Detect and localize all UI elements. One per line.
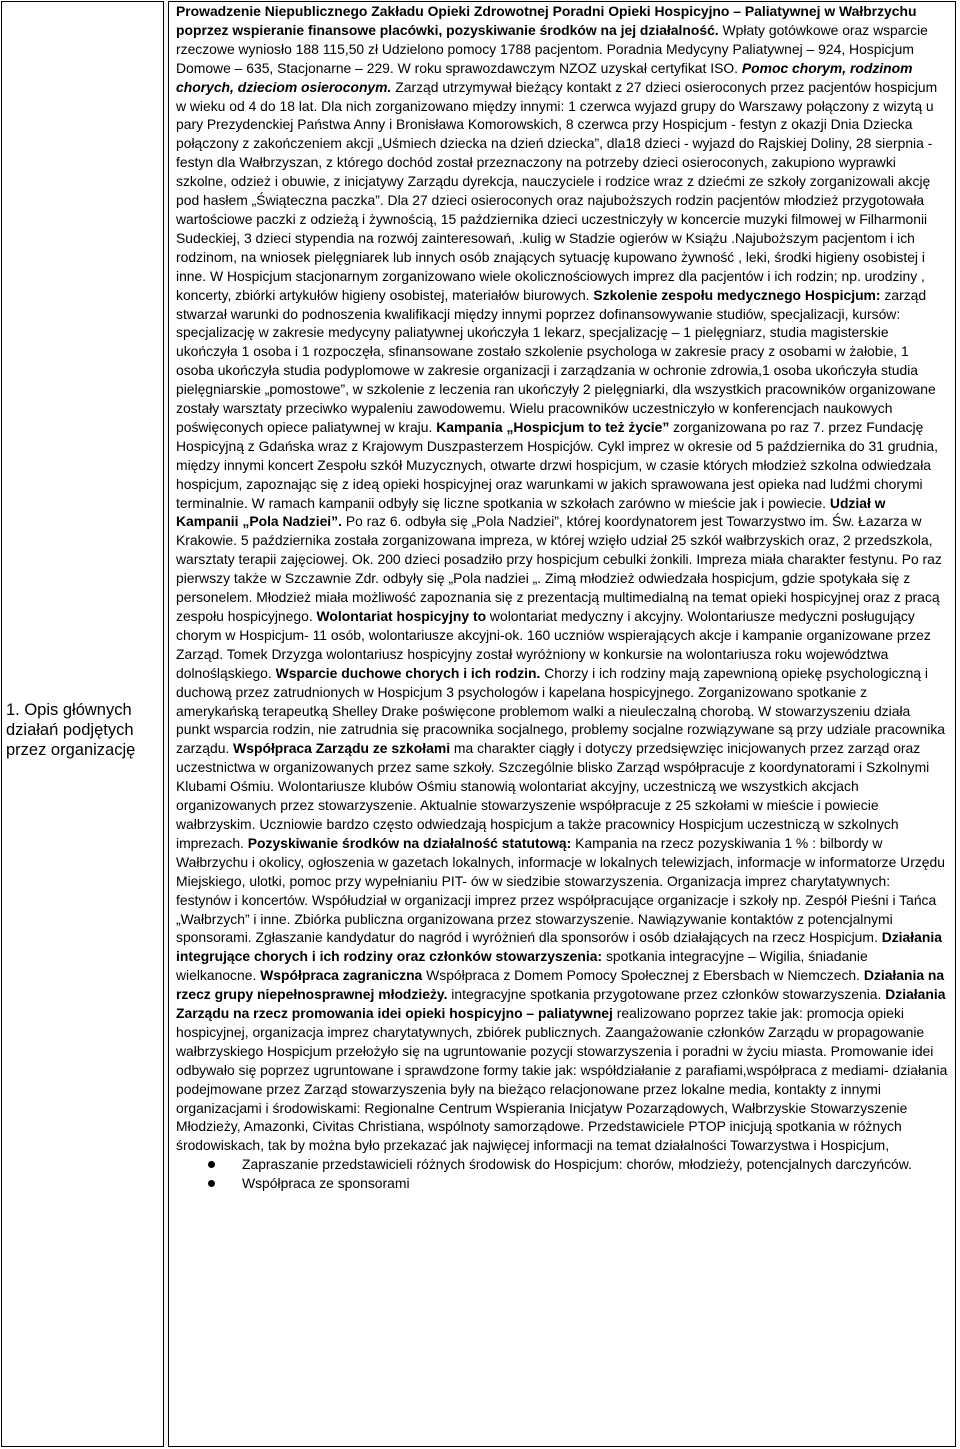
bullet-text: Zapraszanie przedstawicieli różnych środowisk do Hospicjum: chorów, młodzieży, potencjalnych darczyńców. [242, 1156, 912, 1173]
text-run: zarząd stwarzał warunki do podnoszenia kwalifikacji między innymi poprzez dofinansowywanie studiów, specjalizacji, kursów: specjalizację w zakresie medycyny paliatywnej ukończyła 1 lekarz, specjalizację – 1 pielęgniarz, studia magisterskie ukończyła 1 osoba i 1 rozpoczęła, sfinansowane zostało szkolenie psychologa w zakresie pracy z osobami w żałobie, 1 osoba ukończyła studia podyplomowe w zakresie organizacji i zarządzania w ochronie zdrowia,1 osoba ukończyła studia pielęgniarskie „pomostowe”, w szkolenie z leczenia ran ukończyły 2 pielęgniarki, dla wszystkich pracowników organizowane zostały warsztaty przeciwko wypaleniu zawodowemu. Wielu pracowników uczestniczyło w konferencjach naukowych poświęconych opiece paliatywnej w kraju. [176, 286, 936, 435]
section-label: 1. Opis głównych działań podjętych przez organizację [6, 701, 136, 759]
bold-heading-run: Szkolenie zespołu medycznego Hospicjum: [593, 286, 881, 303]
text-run: Wpłaty gotówkowe oraz wsparcie rzeczowe wyniosło 188 115,50 zł Udzielono pomocy 1788 pacjentom. Poradnia Medycyny Paliatywnej – 924, Hospicjum Domowe – 635, Stacjonarne – 229. W roku sprawozdawczym NZOZ uzyskał certyfikat ISO. [176, 21, 928, 76]
bold-heading-run: Prowadzenie Niepublicznego Zakładu Opieki Zdrowotnej Poradni Opieki Hospicyjno – Paliatywnej w Wałbrzychu poprzez wspieranie finansowe placówki, pozyskiwanie środków na jej działalność. [176, 3, 917, 38]
bold-heading-run: Działania na rzecz grupy niepełnosprawnej młodzieży. [176, 967, 945, 1003]
text-run: Współpraca z Domem Pomocy Społecznej z Ebersbach w Niemczech. [422, 967, 864, 984]
text-run: Kampania na rzecz pozyskiwania 1 % : bilbordy w Wałbrzychu i okolicy, ogłoszenia w gazetach lokalnych, informacje w lokalnych telewizjach, informacje w informatorze Urzędu Miejskiego, ulotki, pomoc przy wypełnianiu PIT- ów w siedzibie stowarzyszenia. Organizacja imprez charytatywnych: festynów i koncertów. Współudział w organizacji imprez przez współpracujące organizacje i szkoły np. Zespół Pieśni i Tańca „Wałbrzych” i inne. Zbiórka publiczna organizowana przez stowarzyszenie. Nawiązywanie kontaktów z potencjalnymi sponsorami. Zgłaszanie kandydatur do nagród i wyróżnień dla sponsorów i osób działających na rzecz Hospicjum. [176, 834, 945, 946]
text-run: zorganizowana po raz 7. przez Fundację Hospicyjną z Gdańska wraz z Krajowym Duszpasterzem Hospicjów. Cykl imprez w okresie od 5 października do 31 grudnia, między innymi koncert Zespołu szkół Muzycznych, otwarte drzwi hospicjum, w czasie których młodzież szkolna odwiedzała hospicjum, zapoznając się z ideą opieki hospicyjnej oraz warunkami w jakich sprawowana jest opieka nad ludźmi chorymi terminalnie. W ramach kampanii odbyły się liczne spotkania w szkołach zarówno w mieście jak i powiecie. [176, 418, 938, 511]
bold-heading-run: Wsparcie duchowe chorych i ich rodzin. [275, 664, 541, 681]
text-run: Zarząd utrzymywał bieżący kontakt z 27 dzieci osieroconych przez pacjentów hospicjum w wieku od 4 do 18 lat. Dla nich zorganizowano między innymi: 1 czerwca wyjazd grupy do Warszawy połączony z wizytą u pary Prezydenckiej Państwa Anny i Bronisława Komorowskich, 8 czerwca przy Hospicjum - festyn z okazji Dnia Dziecka połączony z zakończeniem akcji „Uśmiech dziecka na dzień dziecka”, dla18 dzieci - wyjazd do Rajskiej Doliny, 28 sierpnia - festyn dla Wałbrzyszan, z którego dochód został przeznaczony na potrzeby dzieci osieroconych, zakupiono wyprawki szkolne, odzież i obuwie, z inicjatywy Zarządu dyrekcja, nauczyciele i rodzice wraz z dziećmi ze szkoły zorganizowali akcję pod hasłem „Świąteczna paczka”. Dla 27 dzieci osieroconych oraz najuboższych rodzin pacjentów młodzież przygotowała wartościowe paczki z odzieżą i żywnością, 15 października dzieci uczestniczyły w koncercie muzyki filmowej w Filharmonii Sudeckiej, 3 dzieci stypendia na rozwój zainteresowań, .kulig w Stadzie ogierów w Książu .Najuboższym pacjentom i ich rodzinom, na wniosek pielęgniarek lub innych osób znających sytuację kupowano żywność , leki, środki higieny osobistej i inne. W Hospicjum stacjonarnym zorganizowano wiele okolicznościowych imprez dla pacjentów i ich rodzin; np. urodziny , koncerty, zbiórki artykułów higieny osobistej, materiałów biurowych. [176, 78, 938, 303]
text-run: ma charakter ciągły i dotyczy przedsięwzięc inicjowanych przez zarząd oraz uczestnictwa w organizowanych przez same szkoły. Szczególnie blisko Zarząd współpracuje z koordynatorami i Szkolnymi Klubami Ośmiu. Wolontariusze klubów Ośmiu stanowią wolontariat akcyjny, uczestniczą we wszystkich akcjach organizowanych przez stowarzyszenie. Aktualnie stowarzyszenie współpracuje z 25 szkołami w mieście i powiecie wałbrzyskim. Uczniowie bardzo często odwiedzają hospicjum a także pracownicy Hospicjum uczestniczą w szkolnych imprezach. [176, 740, 930, 851]
bold-heading-run: Pomoc chorym, rodzinom chorych, dzieciom osieroconym. [176, 59, 913, 95]
bold-heading-run: Działania Zarządu na rzecz promowania idei opieki hospicyjno – paliatywnej [176, 986, 946, 1022]
bullet-dot-icon [208, 1161, 215, 1168]
text-run: integracyjne spotkania przygotowane przez członków stowarzyszenia. [447, 986, 886, 1003]
bullet-item [176, 1155, 948, 1174]
text-run: spotkania integracyjne – Wigilia, śniadanie wielkanocne. [176, 948, 868, 984]
bold-heading-run: Działania integrujące chorych i ich rodziny oraz członków stowarzyszenia: [176, 929, 942, 965]
bold-heading-run: Wolontariat hospicyjny to [316, 608, 487, 624]
bold-heading-run: Pozyskiwanie środków na działalność statutową: [247, 834, 572, 851]
text-run: Chorzy i ich rodziny mają zapewnioną opiekę psychologiczną i duchową przez zatrudnionych w Hospicjum 3 psychologów i kapelana hospicyjnego. Zorganizowano spotkanie z amerykańską terapeutką Shelley Drake poświęcone problemom walki a nieuleczalną chorobą. W stowarzyszeniu działa punkt wsparcia rodzin, nie zatrudnia się pracownika socjalnego, problemy socjalne rozwiązywane są przy udziale pracownika zarządu. [176, 664, 946, 757]
bold-heading-run: Udział w Kampanii „Pola Nadziei”. [176, 494, 886, 530]
bullet-dot-icon [208, 1180, 215, 1187]
bold-heading-run: Współpraca Zarządu ze szkołami [233, 740, 451, 757]
text-run: wolontariat medyczny i akcyjny. Wolontariusze medyczni posługujący chorym w Hospicjum- 11 osób, wolontariusze akcyjni-ok. 160 uczniów wspierających akcje i kampanie organizowane przez Zarząd. Tomek Drzyzga wolontariusz hospicyjny został wyróżniony w konkursie na wolontariusza roku województwa dolnośląskiego. [176, 608, 931, 681]
column-divider [163, 1, 169, 1447]
bullet-text: Współpraca ze sponsorami [242, 1175, 410, 1192]
bold-heading-run: Kampania „Hospicjum to też życie” [436, 418, 670, 435]
main-paragraph [176, 2, 948, 1155]
bullet-list [176, 1155, 948, 1193]
bold-heading-run: Współpraca zagraniczna [260, 967, 423, 984]
text-run: Po raz 6. odbyła się „Pola Nadziei”, której koordynatorem jest Towarzystwo im. Św. Łazarza w Krakowie. 5 października została zorganizowana impreza, w której wzięło udział 25 szkół wałbrzyskich oraz, 2 przedszkola, warsztaty terapii zajęciowej. Ok. 200 dzieci posadziło przy hospicjum cebulki żonkili. Impreza miała charakter festynu. Po raz pierwszy także w Szczawnie Zdr. odbyły się „Pola nadziei „. Zimą młodzież odwiedzała hospicjum, gdzie spotykała się z personelem. Młodzież miała możliwość zapoznania się z prezentacją multimedialną na temat opieki hospicyjnej oraz z pracą zespołu hospicyjnego. [176, 513, 942, 624]
section-content [176, 2, 948, 1193]
text-run: realizowano poprzez takie jak: promocja opieki hospicyjnej, organizacja imprez charytatywnych, zbiórek publicznych. Zaangażowanie członków Zarządu w propagowanie wałbrzyskiego Hospicjum przełożyło się na ugruntowanie pozycji stowarzyszenia i poradni w życiu miasta. Promowanie idei odbywało się poprzez ugruntowane i sprawdzone formy takie jak: współdziałanie z parafiami,współpraca z mediami- działania podejmowane przez Zarząd stowarzyszenia były na bieżąco relacjonowane przez lokalne media, kontakty z innymi organizacjami i środowiskami: Regionalne Centrum Wspierania Inicjatyw Pozarządowych, Wałbrzyskie Stowarzyszenie Młodzieży, Amazonki, Civitas Christiana, wspólnoty samorządowe. Przedstawiciele PTOP inicjują spotkania w różnych środowiskach, tak by można było przekazać jak najwięcej informacji na temat działalności Towarzystwa i Hospicjum, [176, 1005, 948, 1154]
bullet-item [176, 1174, 948, 1193]
